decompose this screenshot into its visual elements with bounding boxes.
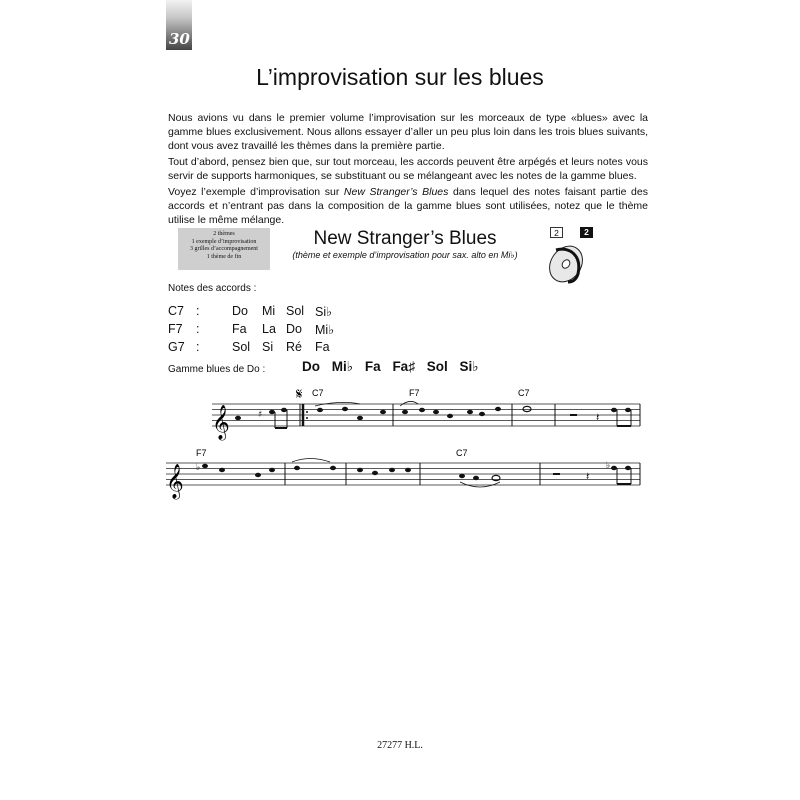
svg-text:𝄽: 𝄽	[596, 411, 600, 424]
track-line: 3 grilles d’accompagnement	[190, 246, 258, 252]
intro-paragraph: Nous avions vu dans le premier volume l’improvisation sur les morceaux de type «blues» avec la gamme blues exclusivement. Nous allons essayer d’aller un peu plus loin dans les trois blues suivants, dont vous avez travaillé les thèmes dans la première partie.	[168, 112, 648, 152]
chord-note: Fa	[232, 322, 247, 336]
chord-note: Si♭	[315, 305, 333, 319]
example-paragraph-start: Voyez l’exemple d’improvisation sur	[168, 186, 344, 198]
scale-note: Fa♯	[392, 359, 415, 374]
treble-clef: 𝄞	[212, 405, 230, 440]
page-number: 30	[169, 30, 190, 48]
chord-symbol: F7	[409, 388, 420, 398]
track-line: 1 thème de fin	[206, 253, 242, 260]
cd-track-badge-filled: 2	[580, 227, 593, 238]
chord-notes-label: Notes des accords :	[168, 283, 257, 294]
page-title: L’improvisation sur les blues	[256, 64, 544, 90]
chord-note: Sol	[232, 340, 251, 354]
chord-note: Fa	[315, 340, 330, 354]
chord-symbol: C7	[518, 388, 530, 398]
chord-note: Sol	[286, 304, 305, 318]
chord-name: G7	[168, 340, 185, 354]
example-paragraph-end: dans lequel des notes faisant partie des accords et n’entrant pas dans la composition de la gamme blues sont utilisées, notez que le thème utilise le même mélange.	[168, 186, 648, 226]
treble-clef: 𝄞	[166, 464, 184, 499]
scale-note: Do	[302, 359, 320, 374]
chord-symbol: C7	[312, 388, 324, 398]
blues-scale-label: Gamme blues de Do :	[168, 364, 266, 375]
cd-track-badge-outline: 2	[550, 227, 563, 238]
chord-note: Mi	[262, 304, 276, 318]
segno-sign: 𝄋	[296, 385, 303, 403]
song-title: New Stranger’s Blues	[313, 228, 497, 249]
scale-note: Si♭	[459, 359, 479, 374]
svg-text:♭: ♭	[196, 463, 201, 473]
scale-note: Sol	[426, 359, 448, 374]
chords-paragraph: Tout d’abord, pensez bien que, sur tout morceau, les accords peuvent être arpégés et leurs notes vous servir de supports harmoniques, se substituant ou se mélangeant avec les notes de la gamme blues.	[168, 156, 648, 182]
svg-text:𝄽: 𝄽	[586, 470, 590, 483]
chord-separator: :	[196, 340, 200, 354]
chord-note: Do	[232, 304, 248, 318]
example-song-name: New Stranger’s Blues	[343, 186, 449, 198]
scale-note: Fa	[364, 359, 381, 374]
footer-code: 27277 H.L.	[377, 740, 423, 751]
chord-note: Do	[286, 322, 302, 336]
chord-note: La	[262, 322, 276, 336]
chord-note: Ré	[286, 340, 302, 354]
track-line: 1 exemple d’improvisation	[191, 238, 257, 245]
scale-note: Mi♭	[331, 359, 354, 374]
svg-text:♭: ♭	[606, 461, 611, 471]
svg-text:♯: ♯	[258, 410, 263, 420]
chord-symbol: F7	[196, 448, 207, 458]
chord-note: Mi♭	[315, 323, 335, 337]
chord-symbol: C7	[456, 448, 468, 458]
track-line: 2 thèmes	[213, 231, 235, 237]
chord-separator: :	[196, 322, 200, 336]
chord-name: F7	[168, 322, 183, 336]
chord-name: C7	[168, 304, 184, 318]
chord-note: Si	[262, 340, 274, 354]
chord-separator: :	[196, 304, 200, 318]
staff-lines-system-2	[166, 463, 640, 485]
song-subtitle: (thème et exemple d’improvisation pour sax. alto en Mi♭)	[292, 250, 518, 260]
